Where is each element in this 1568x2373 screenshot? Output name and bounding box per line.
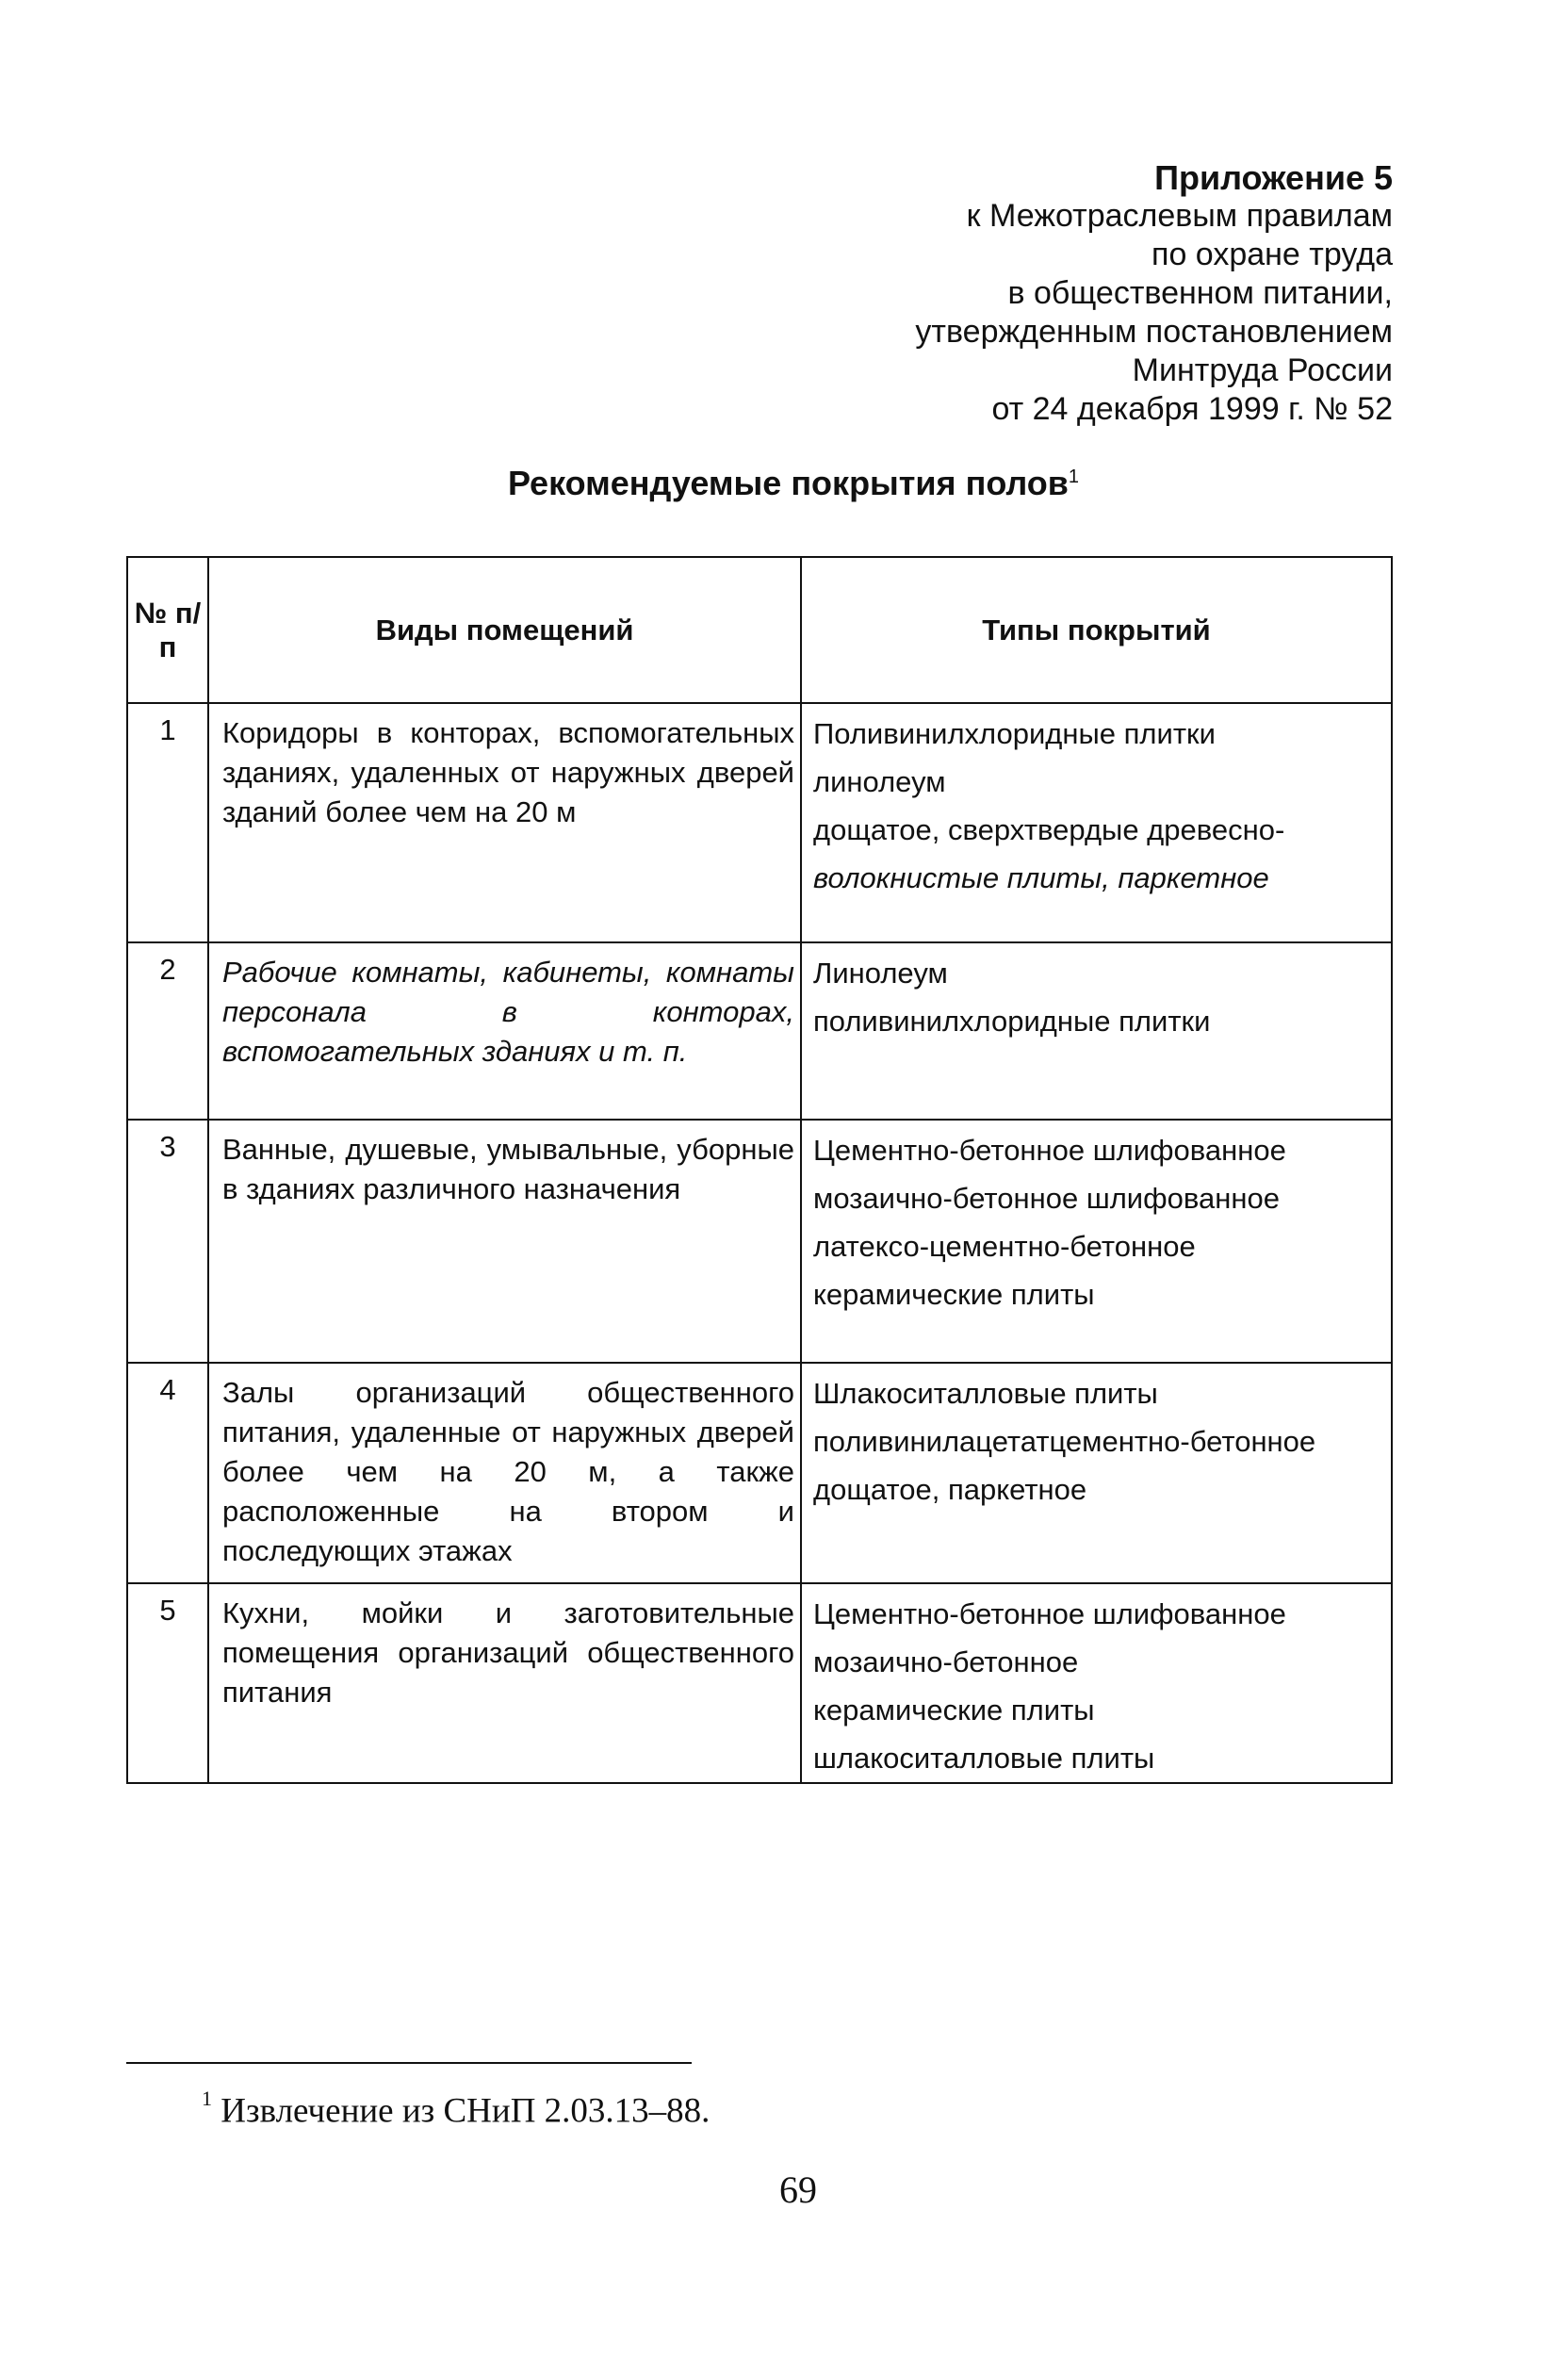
covering-item: линолеум — [813, 765, 946, 798]
covering-item: латексо-цементно-бетонное — [813, 1230, 1196, 1263]
covering-item: мозаично-бетонное — [813, 1645, 1079, 1678]
covering-item: Шлакоситалловые плиты — [813, 1377, 1158, 1410]
covering-item: поливинилацетатцементно-бетонное — [813, 1425, 1316, 1458]
table-title — [0, 464, 1568, 503]
table-header-row — [127, 557, 1392, 703]
footnote-mark: 1 — [202, 2087, 212, 2110]
footnote-text: Извлечение из СНиП 2.03.13–88. — [220, 2091, 710, 2131]
covering-cell — [801, 1363, 1392, 1583]
header-line: Минтруда России — [1132, 352, 1393, 388]
row-number: 2 — [127, 942, 208, 1120]
covering-item: дощатое, паркетное — [813, 1473, 1087, 1506]
covering-cell — [801, 703, 1392, 942]
header-line: по охране труда — [1152, 237, 1393, 272]
header-covering-type: Типы покрытий — [801, 557, 1392, 703]
covering-item: мозаично-бетонное шлифованное — [813, 1182, 1280, 1215]
floor-coverings-table — [126, 556, 1393, 1784]
header-room-type: Виды помещений — [208, 557, 801, 703]
covering-item: Цементно-бетонное шлифованное — [813, 1597, 1286, 1630]
covering-cell — [801, 1583, 1392, 1783]
page-number: 69 — [779, 2168, 817, 2211]
room-type-cell: Коридоры в конторах, вспомогательных зданиях, удаленных от наружных дверей зданий более чем на 20 м — [208, 703, 801, 942]
title-footnote-mark: 1 — [1068, 466, 1080, 487]
header-line: к Межотраслевым правилам — [966, 198, 1393, 234]
table-row — [127, 1363, 1392, 1583]
header-line: от 24 декабря 1999 г. № 52 — [991, 391, 1393, 427]
table-row — [127, 1120, 1392, 1363]
covering-item: шлакоситалловые плиты — [813, 1742, 1155, 1775]
covering-item: поливинилхлоридные плитки — [813, 1005, 1211, 1038]
header-number: № п/п — [127, 557, 208, 703]
table-row — [127, 1583, 1392, 1783]
room-type-cell: Рабочие комнаты, кабинеты, комнаты персонала в конторах, вспомогательных зданиях и т. п. — [208, 942, 801, 1120]
footnote — [202, 2087, 710, 2131]
covering-item: керамические плиты — [813, 1694, 1095, 1727]
room-type-cell: Кухни, мойки и заготовительные помещения организаций общественного питания — [208, 1583, 801, 1783]
table-title-text: Рекомендуемые покрытия полов — [507, 464, 1069, 502]
covering-item: дощатое, сверхтвердые древесно- — [813, 813, 1285, 846]
header-line: утвержденным постановлением — [915, 314, 1393, 350]
footnote-divider — [126, 2062, 692, 2064]
covering-cell — [801, 942, 1392, 1120]
table-row — [127, 942, 1392, 1120]
covering-item: Поливинилхлоридные плитки — [813, 717, 1216, 750]
row-number: 1 — [127, 703, 208, 942]
covering-item: Цементно-бетонное шлифованное — [813, 1134, 1286, 1167]
header-line: в общественном питании, — [1007, 275, 1393, 311]
covering-item: керамические плиты — [813, 1278, 1095, 1311]
row-number: 4 — [127, 1363, 208, 1583]
covering-cell — [801, 1120, 1392, 1363]
covering-item: волокнистые плиты, паркетное — [813, 861, 1269, 894]
appendix-header — [450, 158, 1393, 429]
table-row — [127, 703, 1392, 942]
row-number: 3 — [127, 1120, 208, 1363]
room-type-cell: Залы организаций общественного питания, удаленные от наружных дверей более чем на 20 м, а также расположенные на втором и последующих этажах — [208, 1363, 801, 1583]
room-type-cell: Ванные, душевые, умывальные, уборные в зданиях различного назначения — [208, 1120, 801, 1363]
appendix-number: Приложение 5 — [1154, 158, 1393, 197]
row-number: 5 — [127, 1583, 208, 1783]
covering-item: Линолеум — [813, 957, 948, 990]
